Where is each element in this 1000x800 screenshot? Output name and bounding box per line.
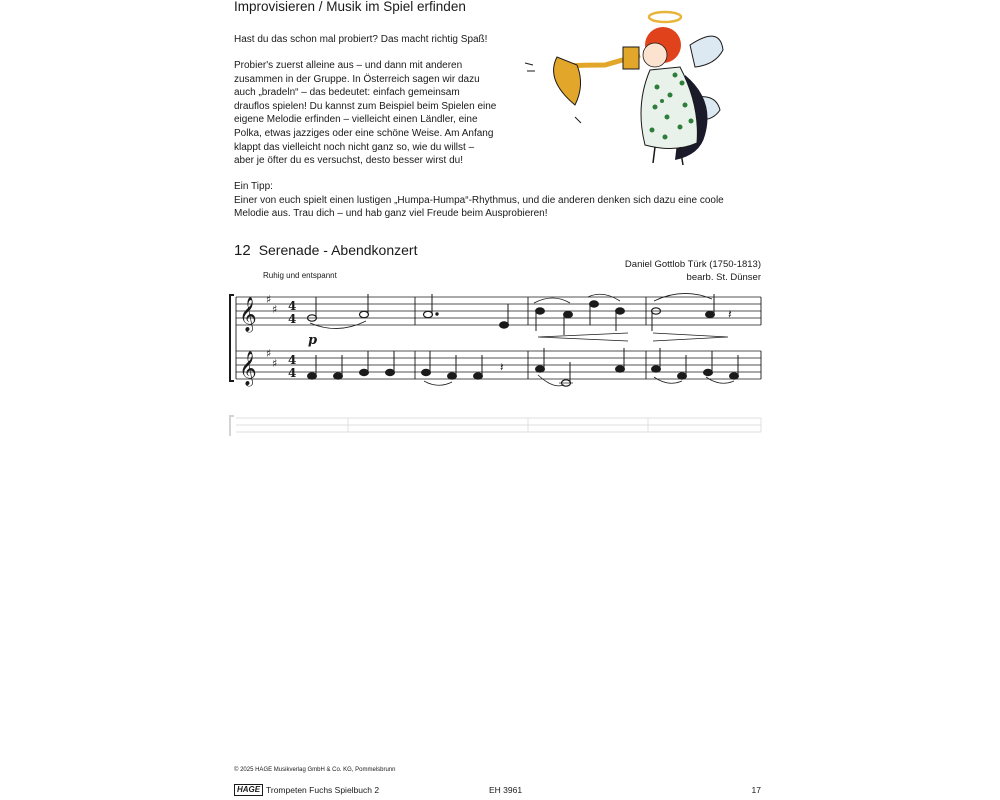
page-number: 17 [751,785,761,795]
copyright: © 2025 HAGE Musikverlag GmbH & Co. KG, Pommelsbrunn [234,767,396,773]
dynamic-marking: p [308,333,318,348]
time-sig-top: 4 [288,353,297,367]
piece-title-line [234,242,417,259]
intro-paragraph: Hast du das schon mal probiert? Das macht richtig Spaß! [234,34,488,45]
piece-title: Serenade - Abendkonzert [258,242,418,258]
time-sig-top: 4 [288,299,297,313]
halo [649,12,681,22]
sharp-icon: ♯ [266,293,272,306]
svg-text:𝄽: 𝄽 [500,360,504,374]
angel-wing [690,36,723,67]
upper-notes [308,293,733,335]
svg-text:𝄽: 𝄽 [728,307,732,321]
treble-clef-icon: 𝄞 [239,297,257,332]
angel-face [643,43,667,67]
faded-next-system [228,410,768,440]
composer-block [520,258,761,284]
body-paragraph: Probier's zuerst alleine aus – und dann mit anderen zusammen in der Gruppe. In Österreich sagen wir dazu auch „bradeln“ – das bedeutet: einfach gemeinsam drauflos spielen! Du kannst zum Beispiel beim Spielen eine eigene Melodie erfinden – vielleicht einen Ländler, eine Polka, etwas jazziges oder eine schöne Weise. Am Anfang klappt das vielleicht noch nicht ganz so, wie du willst – aber je öfter du es versuchst, desto besser wirst du! [234,60,497,167]
tip-paragraph: Ein Tipp: Einer von euch spielt einen lustigen „Humpa-Humpa“-Rhythmus, und die anderen denken sich dazu eine coole Melodie aus. Trau dich – und hab ganz viel Freude beim Ausprobieren! [234,181,724,220]
composer: Daniel Gottlob Türk (1750-1813) [624,259,761,270]
tempo-marking: Ruhig und entspannt [263,271,337,280]
publisher-logo: HAGE [234,784,263,796]
sharp-icon: ♯ [272,357,278,370]
angel-trumpet-illustration [515,5,725,175]
time-sig-bottom: 4 [288,366,297,380]
section-heading: Improvisieren / Musik im Spiel erfinden [234,0,466,14]
trumpet-valves [623,47,639,69]
arranger: bearb. St. Dünser [686,272,761,283]
treble-clef-icon: 𝄞 [239,351,257,386]
piece-number: 12 [234,242,251,259]
system-bracket [230,295,234,381]
sharp-icon: ♯ [272,303,278,316]
edition-code: EH 3961 [489,785,523,795]
hairpins [538,333,728,341]
time-sig-bottom: 4 [288,312,297,326]
music-score [228,285,768,390]
series-title: Trompeten Fuchs Spielbuch 2 [266,785,380,795]
lower-notes [308,348,739,386]
sharp-icon: ♯ [266,347,272,360]
